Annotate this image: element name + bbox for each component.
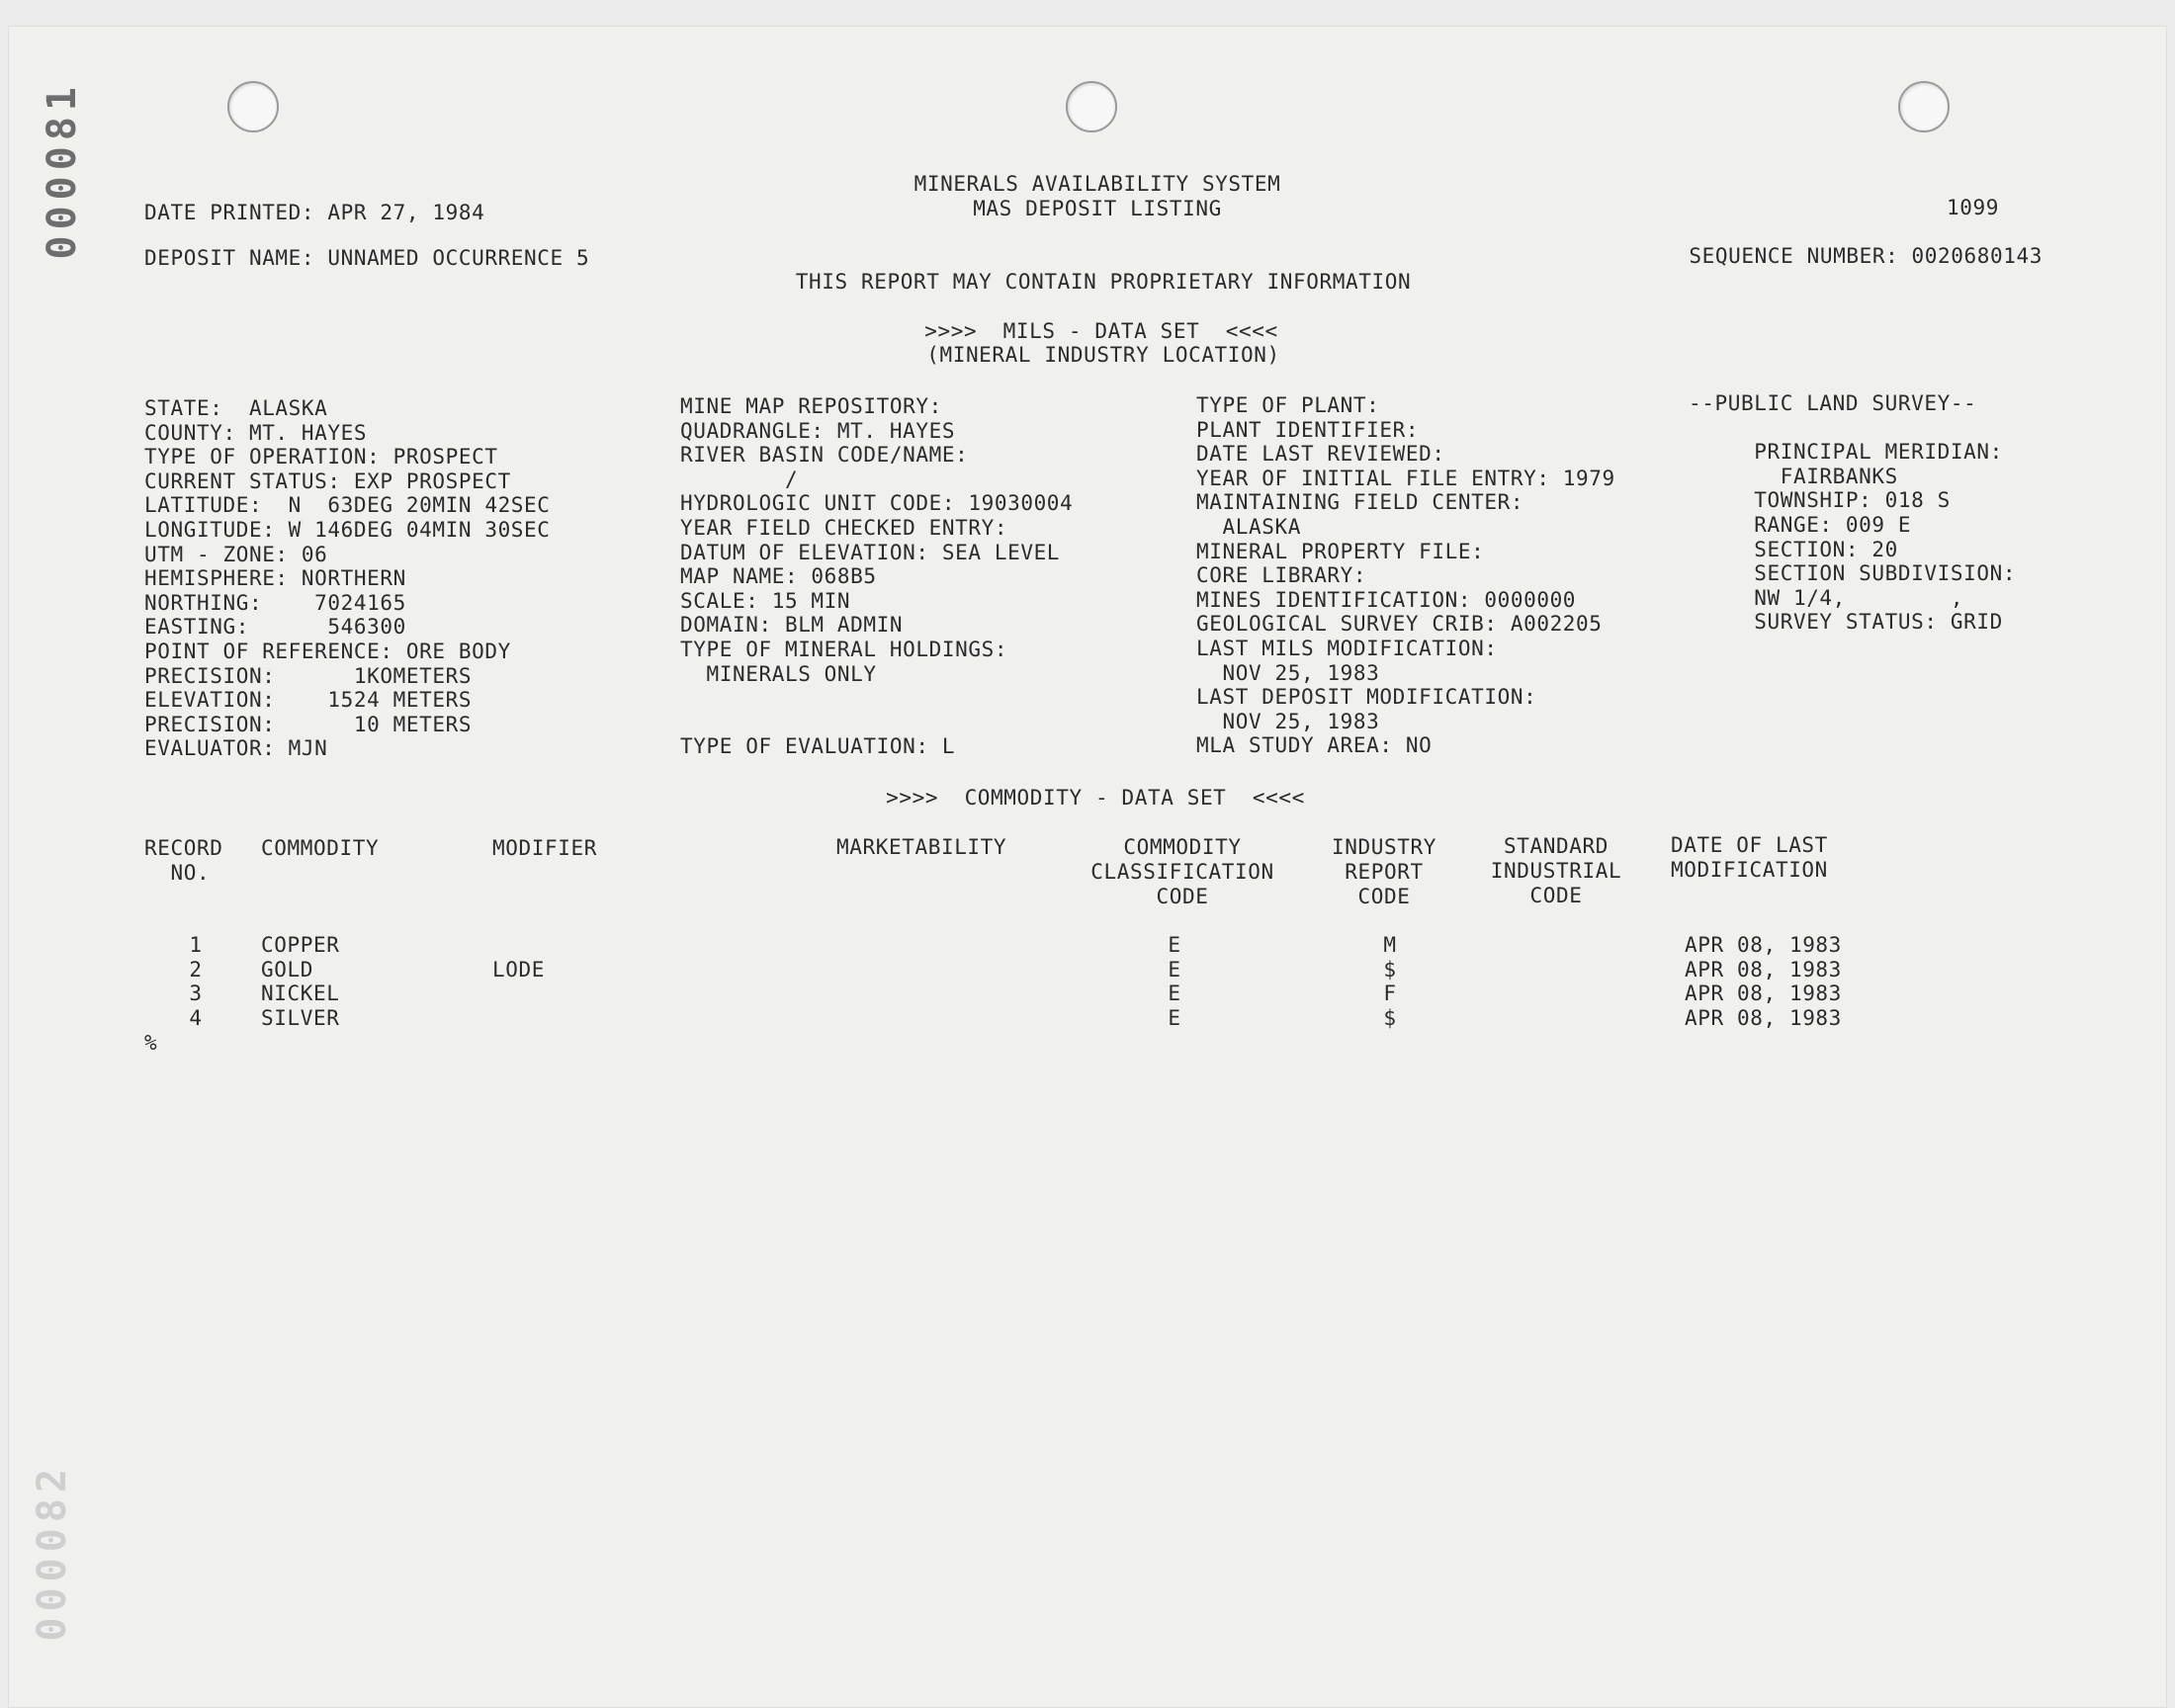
location-field-line: ELEVATION: 1524 METERS bbox=[144, 688, 473, 713]
location-field-line: EVALUATOR: MJN bbox=[144, 736, 328, 761]
classification-cell: E bbox=[1168, 957, 1181, 982]
mils-section-title: >>>> MILS - DATA SET <<<< bbox=[924, 319, 1278, 343]
map-field-line: MAP NAME: 068B5 bbox=[680, 564, 877, 589]
plant-field-line: MAINTAINING FIELD CENTER: bbox=[1196, 490, 1524, 515]
mils-column-plant bbox=[1196, 393, 1615, 758]
map-field-line: MINE MAP REPOSITORY: bbox=[680, 394, 942, 418]
industry-report-cell: M bbox=[1383, 933, 1397, 957]
header-marketability: MARKETABILITY bbox=[836, 835, 1007, 859]
modification-date-cell: APR 08, 1983 bbox=[1685, 933, 1842, 957]
commodity-cell: COPPER bbox=[261, 933, 340, 957]
plant-field-line: MINERAL PROPERTY FILE: bbox=[1196, 539, 1485, 563]
land-survey-field-line bbox=[1689, 416, 2016, 441]
header-industry: INDUSTRY REPORT CODE bbox=[1332, 835, 1436, 908]
punch-hole-left bbox=[227, 81, 279, 132]
plant-field-line: MINES IDENTIFICATION: 0000000 bbox=[1196, 587, 1577, 612]
plant-field-line: NOV 25, 1983 bbox=[1196, 660, 1380, 685]
location-field-line: HEMISPHERE: NORTHERN bbox=[144, 566, 406, 591]
header-modifier: MODIFIER bbox=[492, 836, 597, 860]
location-field-line: TYPE OF OPERATION: PROSPECT bbox=[144, 445, 498, 470]
punch-hole-right bbox=[1898, 81, 1950, 132]
location-field-line: CURRENT STATUS: EXP PROSPECT bbox=[144, 469, 511, 493]
mils-section-subtitle: (MINERAL INDUSTRY LOCATION) bbox=[926, 343, 1280, 367]
location-field-line: STATE: ALASKA bbox=[144, 396, 328, 420]
land-survey-field-line: FAIRBANKS bbox=[1689, 464, 1898, 488]
plant-field-line: LAST MILS MODIFICATION: bbox=[1196, 636, 1498, 660]
modification-date-cell: APR 08, 1983 bbox=[1685, 982, 1842, 1006]
land-survey-field-line: RANGE: 009 E bbox=[1689, 512, 1912, 537]
map-field-line: YEAR FIELD CHECKED ENTRY: bbox=[680, 515, 1008, 540]
commodity-cell: NICKEL bbox=[261, 982, 340, 1006]
deposit-name: DEPOSIT NAME: UNNAMED OCCURRENCE 5 bbox=[144, 246, 590, 270]
map-field-line: DATUM OF ELEVATION: SEA LEVEL bbox=[680, 540, 1061, 564]
location-field-line: LONGITUDE: W 146DEG 04MIN 30SEC bbox=[144, 517, 551, 542]
map-field-line: / bbox=[680, 467, 799, 491]
location-field-line: UTM - ZONE: 06 bbox=[144, 542, 328, 566]
location-field-line: LATITUDE: N 63DEG 20MIN 42SEC bbox=[144, 493, 551, 518]
map-field-line bbox=[680, 711, 1073, 735]
plant-field-line: YEAR OF INITIAL FILE ENTRY: 1979 bbox=[1196, 466, 1615, 490]
commodity-cell: SILVER bbox=[261, 1005, 340, 1030]
land-survey-field-line: --PUBLIC LAND SURVEY-- bbox=[1689, 391, 1977, 415]
land-survey-field-line: PRINCIPAL MERIDIAN: bbox=[1689, 440, 2003, 465]
classification-cell: E bbox=[1168, 933, 1181, 957]
record-no-cell: 2 bbox=[189, 957, 203, 982]
map-field-line: HYDROLOGIC UNIT CODE: 19030004 bbox=[680, 491, 1074, 516]
plant-field-line: NOV 25, 1983 bbox=[1196, 709, 1380, 733]
mils-column-map bbox=[680, 394, 1073, 759]
classification-cell: E bbox=[1168, 982, 1181, 1006]
industry-report-cell: $ bbox=[1383, 957, 1397, 982]
land-survey-field-line: NW 1/4, , bbox=[1689, 585, 1964, 610]
map-field-line bbox=[680, 686, 1073, 711]
commodity-cell: GOLD bbox=[261, 957, 313, 982]
header-commodity: COMMODITY bbox=[261, 836, 380, 860]
land-survey-field-line: SURVEY STATUS: GRID bbox=[1689, 610, 2003, 635]
mils-column-location bbox=[144, 396, 551, 761]
system-title: MINERALS AVAILABILITY SYSTEM bbox=[914, 172, 1281, 196]
date-printed: DATE PRINTED: APR 27, 1984 bbox=[144, 201, 485, 224]
location-field-line: EASTING: 546300 bbox=[144, 615, 406, 640]
plant-field-line: CORE LIBRARY: bbox=[1196, 563, 1367, 588]
punch-hole-center bbox=[1066, 81, 1117, 132]
plant-field-line: DATE LAST REVIEWED: bbox=[1196, 442, 1445, 467]
header-sic: STANDARD INDUSTRIAL CODE bbox=[1490, 834, 1622, 907]
page-stamp-bottom: 000082 bbox=[30, 1463, 75, 1642]
map-field-line: QUADRANGLE: MT. HAYES bbox=[680, 418, 956, 443]
plant-field-line: LAST DEPOSIT MODIFICATION: bbox=[1196, 685, 1537, 710]
page-stamp-top: 000081 bbox=[40, 81, 85, 260]
industry-report-cell: F bbox=[1383, 982, 1397, 1006]
page-number: 1099 bbox=[1947, 196, 1999, 219]
header-classification: COMMODITY CLASSIFICATION CODE bbox=[1090, 835, 1274, 908]
map-field-line: RIVER BASIN CODE/NAME: bbox=[680, 443, 969, 468]
plant-field-line: GEOLOGICAL SURVEY CRIB: A002205 bbox=[1196, 612, 1603, 637]
map-field-line: DOMAIN: BLM ADMIN bbox=[680, 613, 904, 638]
industry-report-cell: $ bbox=[1383, 1005, 1397, 1030]
modification-date-cell: APR 08, 1983 bbox=[1685, 957, 1842, 982]
record-no-cell: 3 bbox=[189, 982, 203, 1006]
map-field-line: SCALE: 15 MIN bbox=[680, 588, 851, 613]
location-field-line: POINT OF REFERENCE: ORE BODY bbox=[144, 639, 511, 663]
map-field-line: MINERALS ONLY bbox=[680, 661, 877, 686]
map-field-line: TYPE OF EVALUATION: L bbox=[680, 734, 956, 759]
land-survey-field-line: SECTION: 20 bbox=[1689, 537, 1898, 561]
land-survey-field-line: TOWNSHIP: 018 S bbox=[1689, 488, 1951, 513]
modification-date-cell: APR 08, 1983 bbox=[1685, 1005, 1842, 1030]
listing-title: MAS DEPOSIT LISTING bbox=[973, 197, 1222, 220]
plant-field-line: ALASKA bbox=[1196, 514, 1301, 539]
mils-column-land-survey bbox=[1689, 391, 2016, 635]
plant-field-line: MLA STUDY AREA: NO bbox=[1196, 733, 1433, 758]
land-survey-field-line: SECTION SUBDIVISION: bbox=[1689, 561, 2017, 586]
commodity-section-title: >>>> COMMODITY - DATA SET <<<< bbox=[886, 786, 1305, 810]
location-field-line: COUNTY: MT. HAYES bbox=[144, 420, 368, 445]
map-field-line: TYPE OF MINERAL HOLDINGS: bbox=[680, 637, 1008, 661]
plant-field-line: TYPE OF PLANT: bbox=[1196, 393, 1380, 417]
location-field-line: PRECISION: 10 METERS bbox=[144, 712, 473, 736]
location-field-line: NORTHING: 7024165 bbox=[144, 590, 406, 615]
plant-field-line: PLANT IDENTIFIER: bbox=[1196, 417, 1420, 442]
classification-cell: E bbox=[1168, 1005, 1181, 1030]
end-marker: % bbox=[144, 1031, 158, 1055]
location-field-line: PRECISION: 1KOMETERS bbox=[144, 663, 473, 688]
sequence-number: SEQUENCE NUMBER: 0020680143 bbox=[1689, 244, 2043, 268]
record-no-cell: 4 bbox=[189, 1005, 203, 1030]
header-record-no: RECORD NO. bbox=[144, 836, 223, 885]
proprietary-notice: THIS REPORT MAY CONTAIN PROPRIETARY INFORMATION bbox=[795, 270, 1412, 294]
header-date: DATE OF LAST MODIFICATION bbox=[1671, 833, 1828, 882]
record-no-cell: 1 bbox=[189, 933, 203, 957]
modifier-cell: LODE bbox=[492, 957, 545, 982]
